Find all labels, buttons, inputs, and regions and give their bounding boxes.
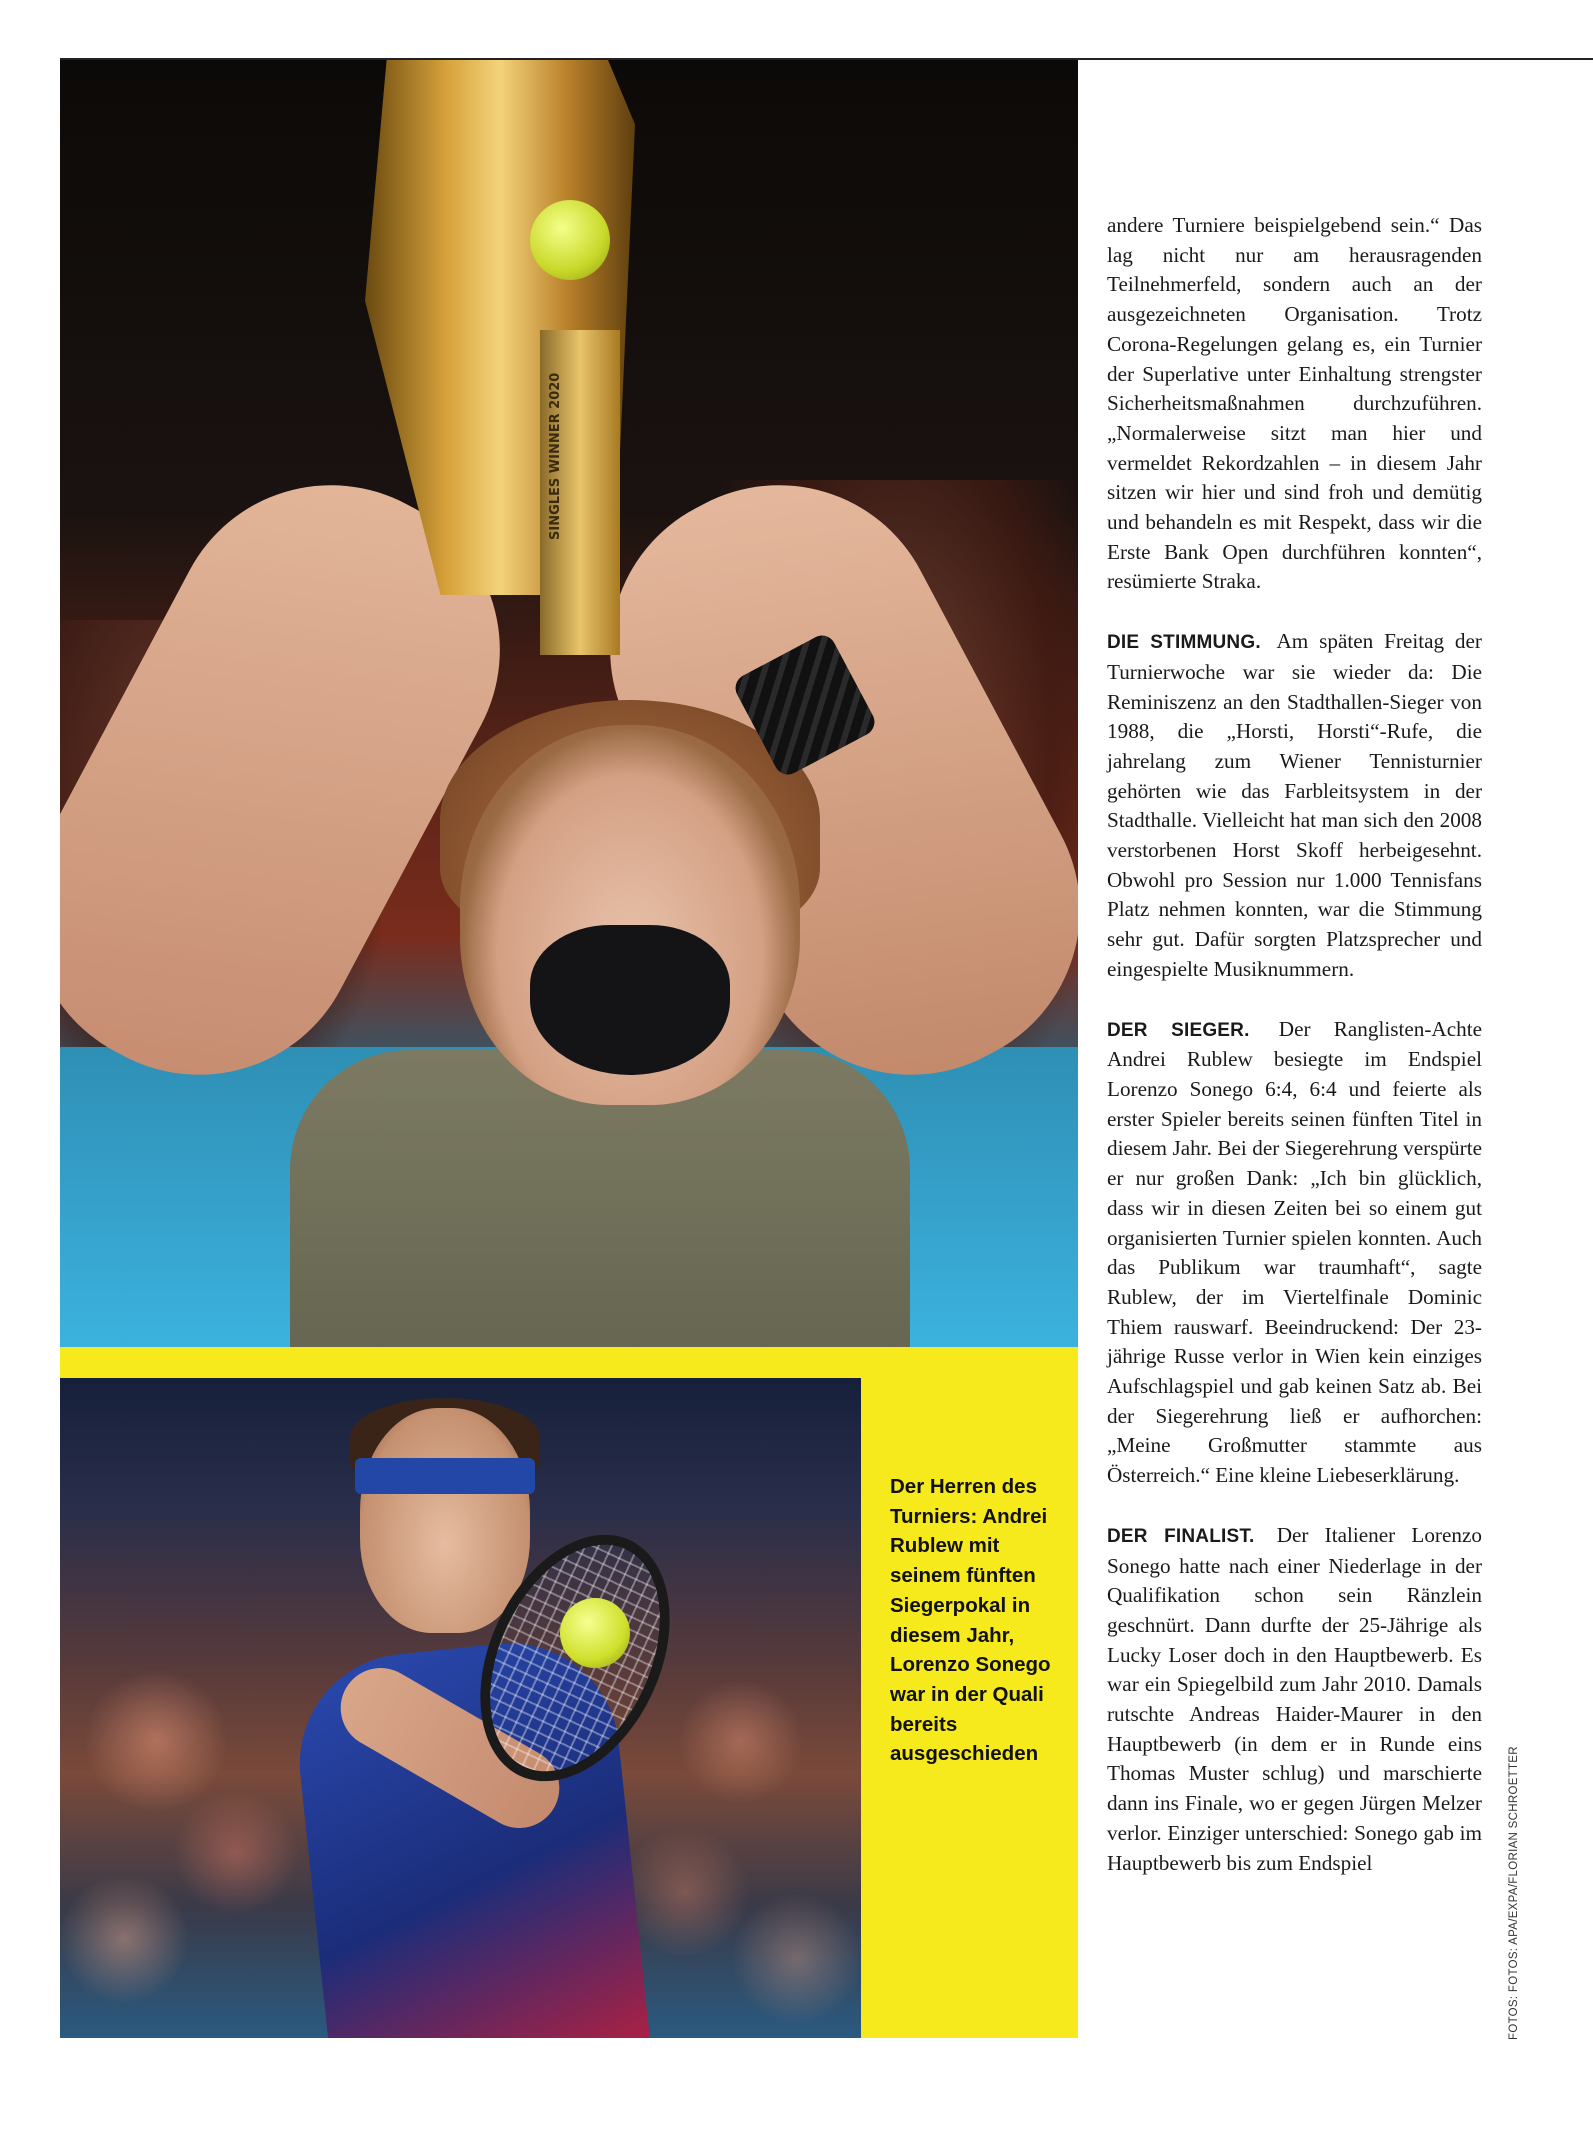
section-kicker: DER SIEGER.: [1107, 1019, 1250, 1041]
photo-caption: Der Herren des Turniers: Andrei Rublew mit seinem fünften Siegerpokal in diesem Jahr, Lorenzo Sonego war in der Quali bereits ausgeschieden: [890, 1475, 1051, 1766]
trophy-plate: [540, 330, 620, 655]
article-column: [1107, 211, 1482, 1908]
trophy-inscription: SINGLES WINNER 2020: [548, 372, 563, 540]
section-text: Der Ranglisten-Achte Andrei Rublew besiegte im Endspiel Lorenzo Sonego 6:4, 6:4 und feierte als erster Spieler bereits seinen fünften Titel in diesem Jahr. Bei der Siegerehrung verspürte er nur großen Dank: „Ich bin glücklich, dass wir in diesen Zeiten bei so einem gut organisierten Turnier spielen konnten. Auch das Publikum war traumhaft“, sagte Rublew, der im Viertelfinale Dominic Thiem rauswarf. Beeindruckend: Der 23-jährige Russe verlor in Wien kein einziges Aufschlagspiel und gab keinen Satz ab. Bei der Siegerehrung ließ er aufhorchen: „Meine Großmutter stammte aus Österreich.“ Eine kleine Liebeserklärung.: [1107, 1016, 1483, 1488]
section-kicker: DER FINALIST.: [1107, 1525, 1255, 1547]
article-intro: andere Turniere beispielgebend sein.“ Das lag nicht nur am herausragenden Teilnehmerfeld, sondern auch an der ausgezeichneten Organisation. Trotz Corona-Regelungen gelang es, ein Turnier der Superlative unter Einhaltung strengster Sicherheitsmaßnahmen durchzuführen. „Normalerweise sitzt man hier und vermeldet Rekordzahlen – in diesem Jahr sitzen wir hier und sind froh und demütig und behandeln es mit Respekt, dass wir die Erste Bank Open durchführen konnten“, resümierte Straka.: [1107, 213, 1482, 594]
section-finalist: [1107, 1521, 1482, 1878]
photo-sonego: [60, 1378, 861, 2038]
section-text: Der Italiener Lorenzo Sonego hatte nach einer Niederlage in der Qualifikation schon sein Ränzlein geschnürt. Dann durfte der 25-Jährige als Lucky Loser doch in den Hauptbewerb. Es war ein Spiegelbild zum Jahr 2010. Damals rutschte Andreas Haider-Maurer in den Hauptbewerb (in dem er in Runde eins Thomas Muster schlug) und marschierte dann ins Finale, wo er gegen Jürgen Melzer verlor. Einziger unterschied: Sonego gab im Hauptbewerb bis zum Endspiel: [1107, 1522, 1482, 1875]
face-mask: [530, 925, 730, 1075]
section-text: Am späten Freitag der Turnierwoche war sie wieder da: Die Reminiszenz an den Stadthallen-Sieger von 1988, die „Horsti, Horsti“-Rufe, die jahrelang zum Wiener Tennisturnier gehörten wie das Farbleitsystem in der Stadthalle. Vielleicht hat man sich den 2008 verstorbenen Horst Skoff herbeigesehnt. Obwohl pro Session nur 1.000 Tennisfans Platz nehmen konnten, war die Stimmung sehr gut. Dafür sorgten Platzsprecher und eingespielte Musiknummern.: [1107, 629, 1482, 981]
photo-credit: FOTOS: FOTOS: APA/EXPA/FLORIAN SCHROETTER: [1508, 1746, 1520, 2040]
tennis-ball: [560, 1598, 630, 1668]
headband: [355, 1458, 535, 1494]
player-face: [360, 1408, 530, 1633]
section-sieger: [1107, 1015, 1482, 1491]
trophy-tennis-ball: [530, 200, 610, 280]
section-stimmung: [1107, 627, 1482, 984]
section-kicker: DIE STIMMUNG.: [1107, 632, 1261, 654]
photo-rublew-trophy: [60, 60, 1078, 1347]
